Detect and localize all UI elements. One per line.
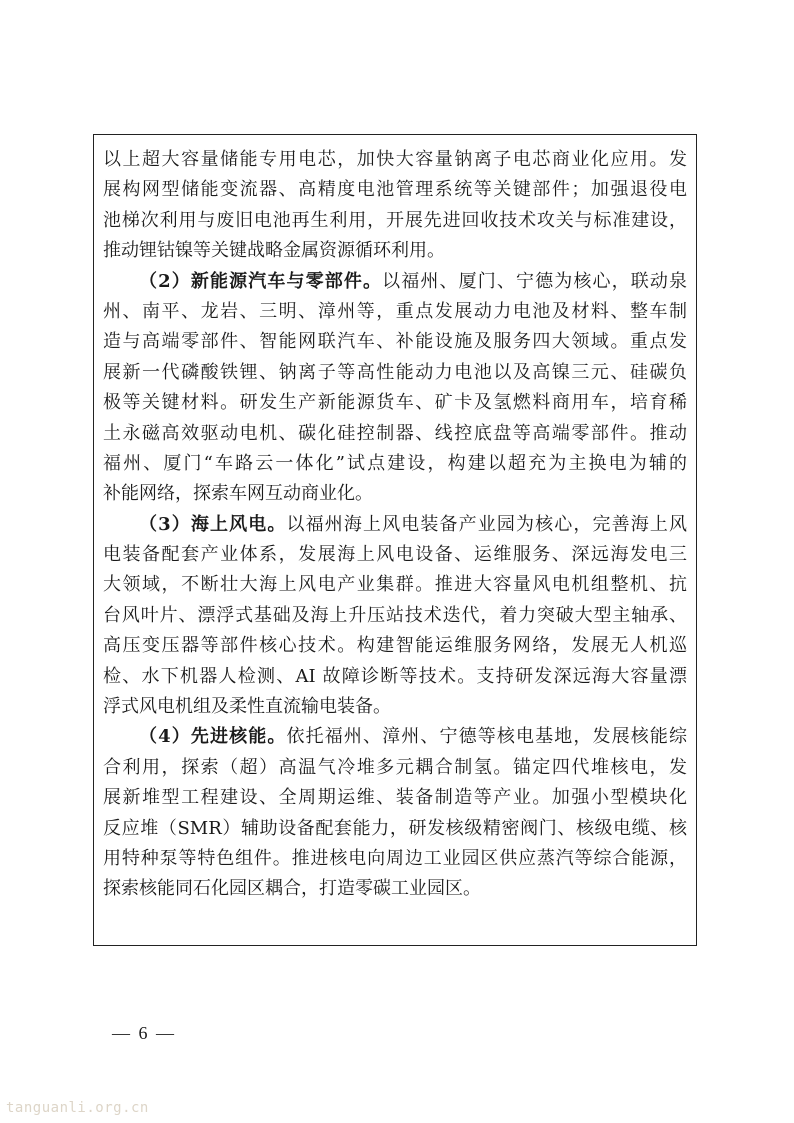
text-line: 探索核能同石化园区耦合，打造零碳工业园区。 xyxy=(103,878,481,900)
text-line: 大领域，不断壮大海上风电产业集群。推进大容量风电机组整机、抗 xyxy=(103,574,687,596)
page-number: — 6 — xyxy=(112,1023,176,1043)
text-span: 以福州海上风电装备产业园为核心，完善海上风 xyxy=(286,513,687,535)
text-span: 依托福州、漳州、宁德等核电基地，发展核能综 xyxy=(286,726,687,748)
text-line: 电装备配套产业体系，发展海上风电设备、运维服务、深远海发电三 xyxy=(103,544,687,566)
text-line: 检、水下机器人检测、AI 故障诊断等技术。支持研发深远海大容量漂 xyxy=(103,665,687,687)
text-line: 用特种泵等特色组件。推进核电向周边工业园区供应蒸汽等综合能源， xyxy=(103,847,687,869)
watermark: tanguanli.org.cn xyxy=(6,1100,149,1116)
paragraph-advanced-nuclear xyxy=(103,722,687,904)
text-line: 展新堆型工程建设、全周期运维、装备制造等产业。加强小型模块化 xyxy=(103,787,687,809)
text-line: 造与高端零部件、智能网联汽车、补能设施及服务四大领域。重点发 xyxy=(103,331,687,353)
text-line xyxy=(103,722,687,752)
text-line: 福州、厦门“车路云一体化”试点建设，构建以超充为主换电为辅的 xyxy=(103,452,687,474)
paragraph-offshore-wind xyxy=(103,510,687,723)
text-line: 极等关键材料。研发生产新能源货车、矿卡及氢燃料商用车，培育稀 xyxy=(103,392,687,414)
content-frame xyxy=(93,134,697,946)
section-heading: （4）先进核能。 xyxy=(139,726,287,748)
text-line: 合利用，探索（超）高温气冷堆多元耦合制氢。锚定四代堆核电，发 xyxy=(103,756,687,778)
text-line: 高压变压器等部件核心技术。构建智能运维服务网络，发展无人机巡 xyxy=(103,635,687,657)
text-line xyxy=(103,267,687,297)
text-line: 台风叶片、漂浮式基础及海上升压站技术迭代，着力突破大型主轴承、 xyxy=(103,604,687,626)
text-line: 反应堆（SMR）辅助设备配套能力，研发核级精密阀门、核级电缆、核 xyxy=(103,817,687,839)
section-heading: （2）新能源汽车与零部件。 xyxy=(139,270,383,292)
text-line xyxy=(103,510,687,540)
section-heading: （3）海上风电。 xyxy=(139,513,287,535)
text-line: 以上超大容量储能专用电芯，加快大容量钠离子电芯商业化应用。发 xyxy=(103,149,687,170)
text-line: 浮式风电机组及柔性直流输电装备。 xyxy=(103,696,391,718)
text-line: 池梯次利用与废旧电池再生利用，开展先进回收技术攻关与标准建设， xyxy=(103,209,687,231)
paragraph-1 xyxy=(103,145,687,267)
text-line: 补能网络，探索车网互动商业化。 xyxy=(103,483,373,505)
text-line: 土永磁高效驱动电机、碳化硅控制器、线控底盘等高端零部件。推动 xyxy=(103,422,687,444)
text-line: 展构网型储能变流器、高精度电池管理系统等关键部件；加强退役电 xyxy=(103,179,687,201)
text-line: 展新一代磷酸铁锂、钠离子等高性能动力电池以及高镍三元、硅碳负 xyxy=(103,361,687,383)
text-line: 州、南平、龙岩、三明、漳州等，重点发展动力电池及材料、整车制 xyxy=(103,300,687,322)
text-span: 以福州、厦门、宁德为核心，联动泉 xyxy=(382,270,687,292)
paragraph-new-energy-vehicles xyxy=(103,267,687,510)
text-line: 推动锂钴镍等关键战略金属资源循环利用。 xyxy=(103,240,445,262)
